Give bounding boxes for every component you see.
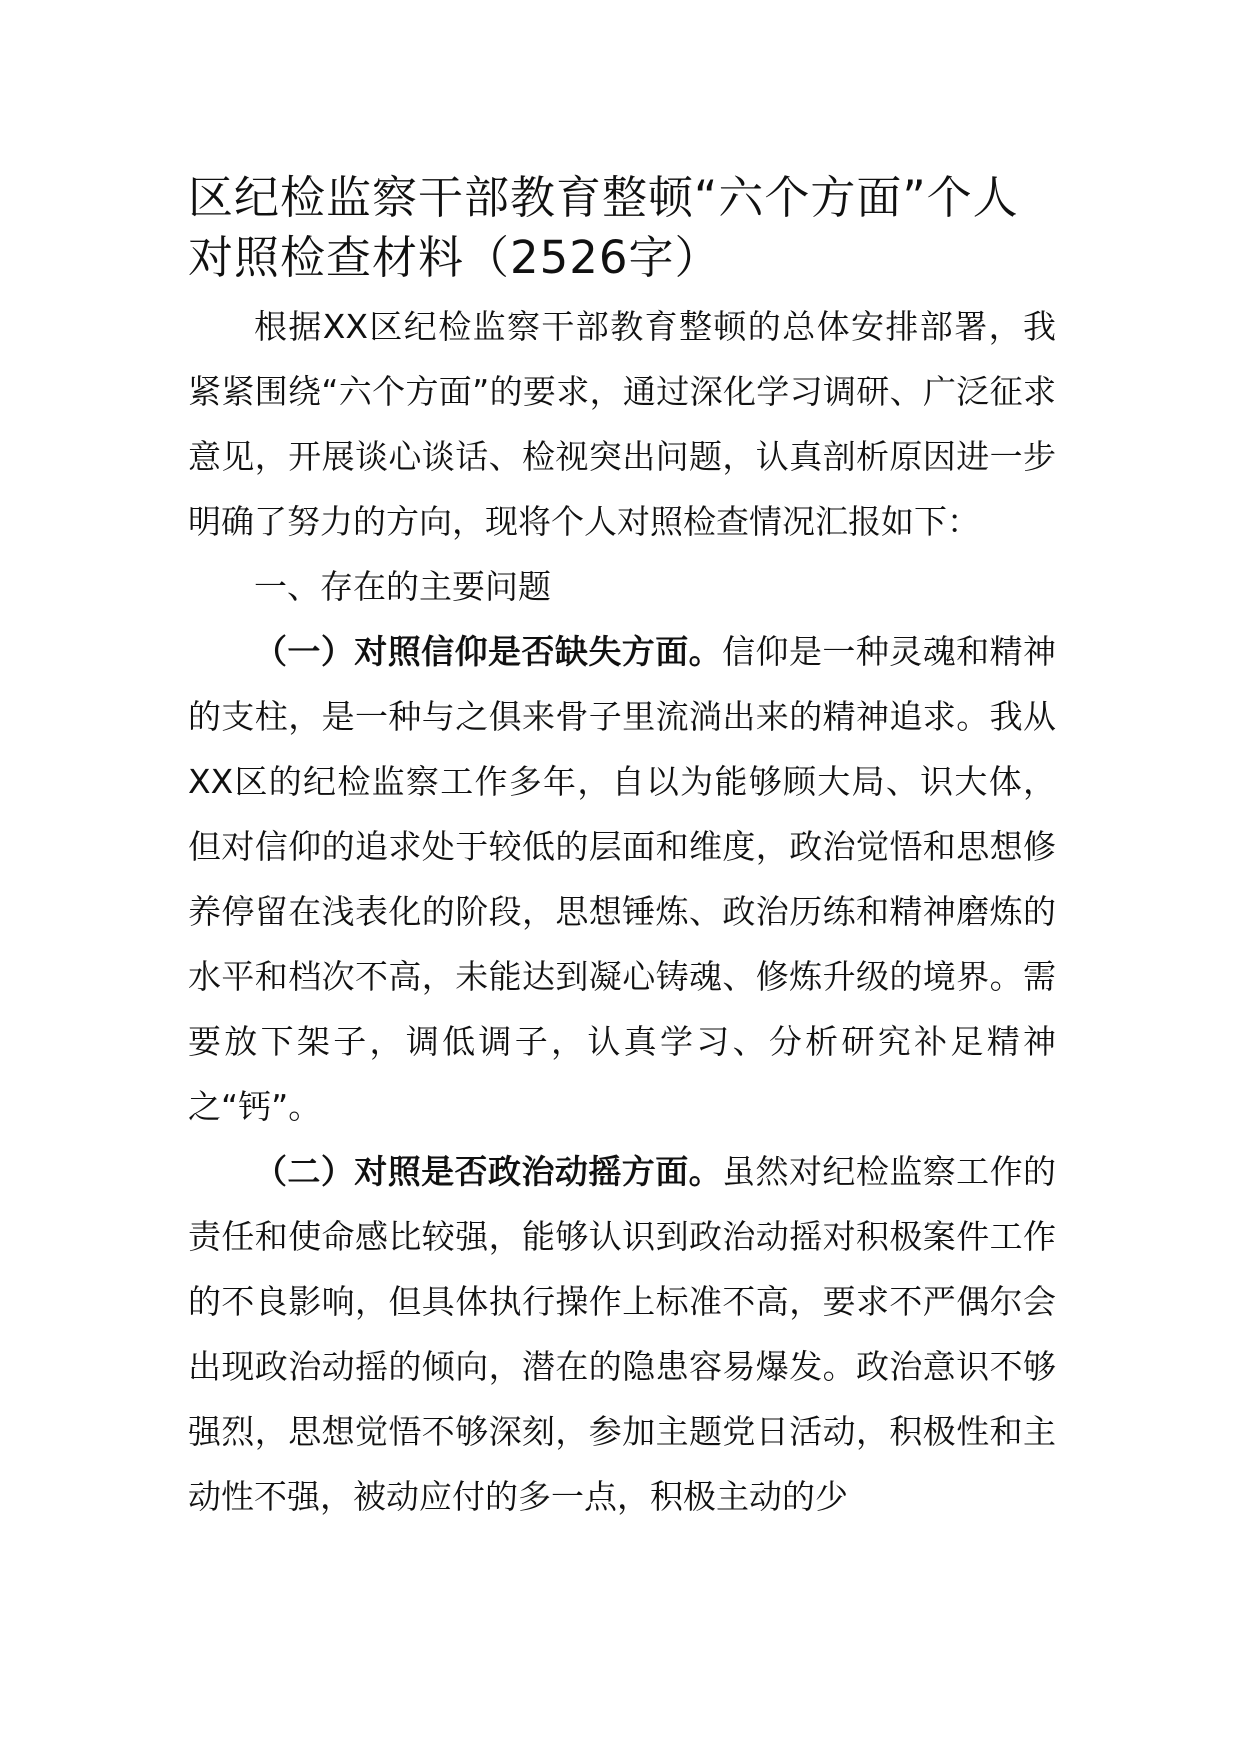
section-heading: 一、存在的主要问题 bbox=[254, 567, 551, 606]
item-1-text: 信仰是一种灵魂和精神的支柱，是一种与之俱来骨子里流淌出来的精神追求。我从XX区的纪检监察工作多年，自以为能够顾大局、识大体，但对信仰的追求处于较低的层面和维度，政治觉悟和思想修养停留在浅表化的阶段，思想锤炼、政治历练和精神磨炼的水平和档次不高，未能达到凝心铸魂、修炼升级的境界。需要放下架子，调低调子，认真学习、分析研究补足精神之“钙”。 bbox=[188, 632, 1057, 1126]
intro-paragraph: 根据XX区纪检监察干部教育整顿的总体安排部署，我紧紧围绕“六个方面”的要求，通过深化学习调研、广泛征求意见，开展谈心谈话、检视突出问题，认真剖析原因进一步明确了努力的方向，现将个人对照检查情况汇报如下： bbox=[188, 307, 1056, 541]
item-2-paragraph bbox=[188, 1139, 1056, 1529]
item-1-paragraph bbox=[188, 619, 1056, 1139]
item-2-lead: （二）对照是否政治动摇方面。 bbox=[254, 1152, 723, 1191]
item-2-text: 虽然对纪检监察工作的责任和使命感比较强，能够认识到政治动摇对积极案件工作的不良影响，但具体执行操作上标准不高，要求不严偶尔会出现政治动摇的倾向，潜在的隐患容易爆发。政治意识不够强烈，思想觉悟不够深刻，参加主题党日活动，积极性和主动性不强，被动应付的多一点，积极主动的少 bbox=[188, 1152, 1057, 1516]
document-page bbox=[188, 168, 1056, 1529]
document-title: 区纪检监察干部教育整顿“六个方面”个人对照检查材料（2526字） bbox=[188, 171, 1019, 284]
item-1-lead: （一）对照信仰是否缺失方面。 bbox=[254, 632, 723, 671]
